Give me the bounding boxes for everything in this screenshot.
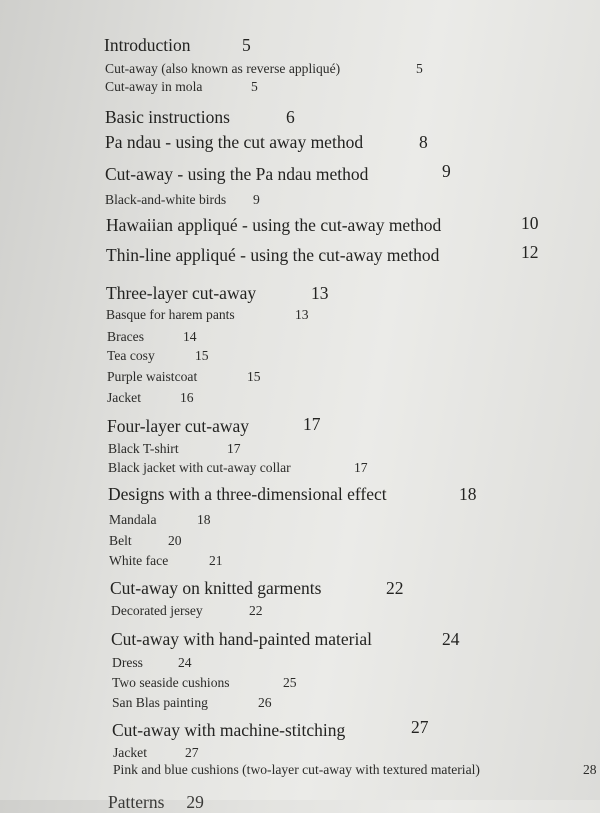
toc-entry-title: Two seaside cushions (112, 675, 230, 690)
toc-entry-page: 24 (178, 655, 192, 670)
toc-entry-page: 9 (442, 161, 451, 181)
toc-entry (105, 79, 258, 94)
toc-entry (112, 717, 429, 740)
toc-entry-page: 18 (459, 484, 477, 504)
toc-entry-page: 20 (168, 533, 182, 548)
toc-entry (108, 484, 477, 504)
toc-entry-page: 22 (249, 603, 263, 618)
toc-entry (111, 629, 460, 649)
toc-entry-title: Cut-away on knitted garments (110, 578, 322, 598)
toc-entry (110, 578, 404, 598)
toc-entry-page: 8 (419, 132, 428, 152)
toc-entry-title: Designs with a three-dimensional effect (108, 484, 387, 504)
toc-entry-title: Black T-shirt (108, 441, 179, 456)
toc-entry-title: Jacket (113, 745, 147, 760)
toc-entry-title: Purple waistcoat (107, 369, 198, 384)
toc-entry-page: 13 (295, 307, 309, 322)
toc-entry-title: Pink and blue cushions (two-layer cut-away with textured material) (113, 762, 480, 777)
toc-entry-title: White face (109, 553, 169, 568)
toc-entry (106, 213, 539, 235)
toc-entry-page: 15 (195, 348, 209, 363)
toc-entry (105, 61, 423, 76)
toc-entry (104, 35, 251, 55)
toc-entry-page: 10 (521, 213, 539, 233)
toc-entry-page: 22 (386, 578, 404, 598)
toc-entry (105, 161, 451, 184)
toc-entry-partial (108, 792, 204, 813)
toc-entry (107, 329, 197, 344)
toc-entry-page: 15 (247, 369, 261, 384)
toc-entry-title: Mandala (109, 512, 157, 527)
toc-entry-page: 6 (286, 107, 295, 127)
toc-entry-title: Three-layer cut-away (106, 283, 257, 303)
toc-entry-page: 14 (183, 329, 197, 344)
toc-entry-title: Basque for harem pants (106, 307, 235, 322)
toc-entry (111, 603, 263, 618)
toc-entry (105, 107, 295, 127)
toc-entry (105, 192, 260, 207)
toc-entry-title: Introduction (104, 35, 191, 55)
toc-entry-page: 26 (258, 695, 272, 710)
toc-entry (106, 283, 329, 303)
toc-entry-page: 5 (242, 35, 251, 55)
toc-entry-page: 9 (253, 192, 260, 207)
toc-entry (109, 553, 223, 568)
toc-entry (107, 369, 261, 384)
toc-entry (113, 745, 199, 760)
toc-entry (112, 675, 297, 690)
toc-entry-page: 17 (227, 441, 241, 456)
toc-entry-page: 17 (354, 460, 368, 475)
toc-entry-title: Tea cosy (107, 348, 155, 363)
toc-entry-page: 27 (411, 717, 429, 737)
toc-entry (113, 762, 597, 777)
toc-entry (109, 533, 182, 548)
toc-entry-title: Four-layer cut-away (107, 416, 250, 436)
toc-entry-title: Dress (112, 655, 143, 670)
toc-entry-title: Hawaiian appliqué - using the cut-away method (106, 215, 442, 235)
toc-entry (106, 242, 539, 265)
toc-entry-title: Jacket (107, 390, 141, 405)
toc-entry (108, 460, 368, 475)
toc-entry-title: San Blas painting (112, 695, 208, 710)
toc-entry (105, 132, 428, 152)
toc-entry-page: 18 (197, 512, 211, 527)
toc-entry (107, 414, 321, 436)
toc-entry-title: Cut-away with machine-stitching (112, 720, 346, 740)
toc-entry-title: Black jacket with cut-away collar (108, 460, 291, 475)
toc-entry-title: Cut-away with hand-painted material (111, 629, 372, 649)
toc-entry-page: 25 (283, 675, 297, 690)
toc-entry-page: 5 (251, 79, 258, 94)
toc-entry-title: Cut-away (also known as reverse appliqué) (105, 61, 341, 76)
toc-entry-title: Black-and-white birds (105, 192, 227, 207)
toc-entry (112, 655, 192, 670)
toc-entry-title: Cut-away - using the Pa ndau method (105, 164, 369, 184)
toc-entry (107, 390, 194, 405)
toc-entry (108, 441, 241, 456)
toc-entry-page: 5 (416, 61, 423, 76)
toc-entry-title: Cut-away in mola (105, 79, 203, 94)
toc-entry-page: 28 (583, 762, 597, 777)
toc-entry-page: 12 (521, 242, 539, 262)
toc-entry-page: 24 (442, 629, 460, 649)
toc-entry-title: Braces (107, 329, 144, 344)
toc-entry (106, 307, 309, 322)
toc-entry-title: Decorated jersey (111, 603, 203, 618)
toc-entry-page: 27 (185, 745, 199, 760)
toc-entry-page: 17 (303, 414, 321, 434)
toc-entry (109, 512, 211, 527)
toc-entry-page: 16 (180, 390, 194, 405)
toc-entry-title: Thin-line appliqué - using the cut-away method (106, 245, 440, 265)
toc-entry-page: 13 (311, 283, 329, 303)
toc-entry-title: Patterns (108, 792, 165, 812)
toc-entry-page: 29 (186, 792, 204, 812)
toc-entry-title: Belt (109, 533, 132, 548)
toc-entry (112, 695, 272, 710)
toc-entry-title: Basic instructions (105, 107, 230, 127)
toc-entry-title: Pa ndau - using the cut away method (105, 132, 364, 152)
toc-entry (107, 348, 209, 363)
toc-entry-page: 21 (209, 553, 223, 568)
